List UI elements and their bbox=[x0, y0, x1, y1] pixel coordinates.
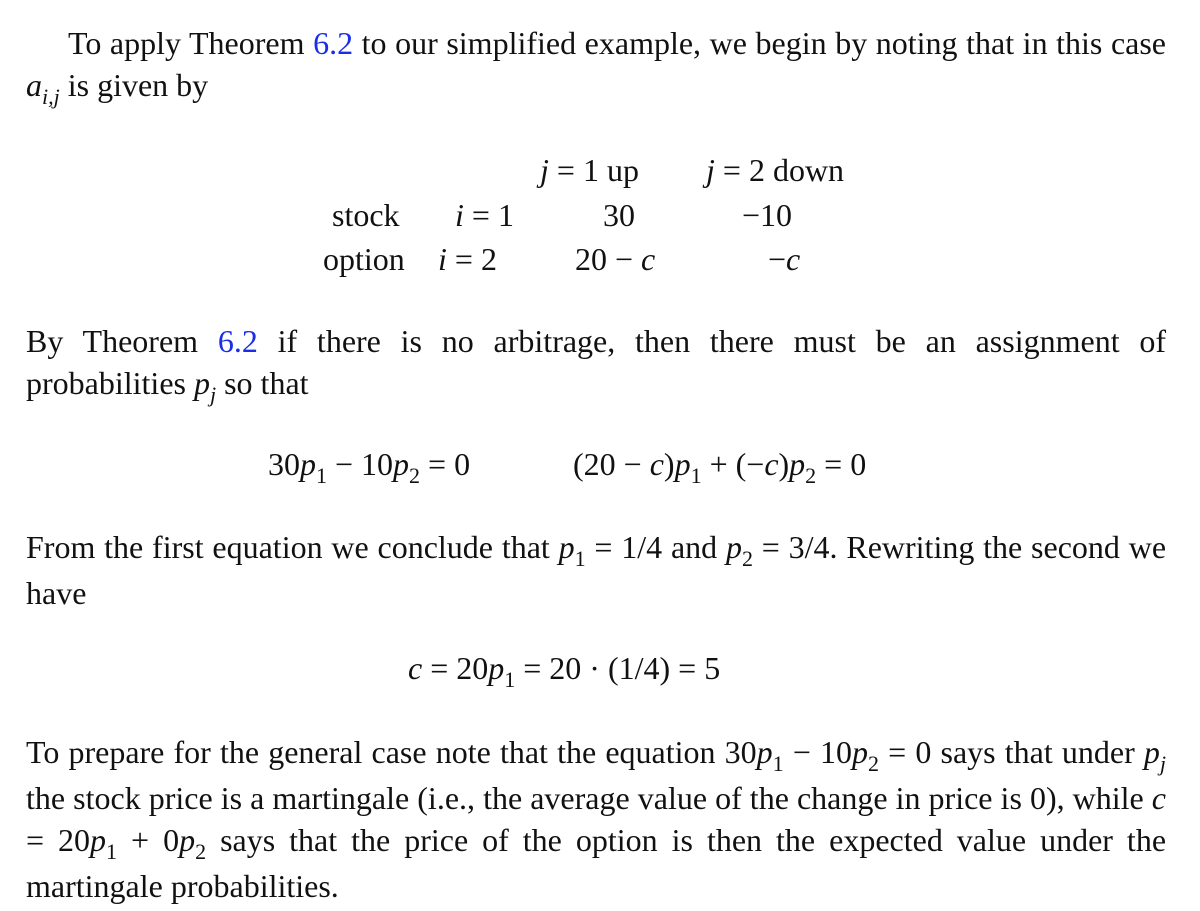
paragraph-theorem bbox=[26, 320, 1166, 408]
text: is given by bbox=[59, 67, 209, 103]
equation-option: $(20 - c)p_1 + (-c)p_2 = 0$ bbox=[573, 446, 867, 488]
math-subscript: i,j bbox=[42, 84, 60, 109]
math-var: p bbox=[726, 529, 742, 565]
math-var: p bbox=[193, 365, 210, 401]
math-var: a bbox=[26, 67, 42, 103]
math-subscript: 1 bbox=[574, 546, 586, 571]
cell-option-up: 20 − c bbox=[575, 241, 656, 277]
paragraph-general-case: To prepare for the general case note that the equation $30p_1 - 10p_2 = 0$ says that under $p_j$ the stock price is a martingale (i.e., the average value of the change in price is 0), while $c = 20p_1 + 0p_2$ says that the price of the option is then the expected value under the martingale probabilities. bbox=[26, 734, 1167, 904]
math-var: p bbox=[558, 529, 575, 565]
text: = 1/4 and bbox=[585, 529, 726, 565]
cell-stock-down: −10 bbox=[742, 197, 793, 233]
text: = 3/4. Rewriting the second we have bbox=[26, 529, 1167, 611]
row-index-option: i = 2 bbox=[438, 241, 497, 277]
cell-stock-up: 30 bbox=[603, 197, 635, 233]
text: To apply Theorem bbox=[68, 25, 314, 61]
paragraph-conclusion bbox=[26, 526, 1166, 614]
equation-price: $c = 20p_1 = 20 \cdot (1/4) = 5$ bbox=[408, 650, 721, 692]
text: By Theorem bbox=[26, 323, 218, 359]
text: to our simplified example, we begin by noting that in this case bbox=[353, 25, 1167, 61]
row-label-option: option bbox=[323, 241, 405, 277]
theorem-link[interactable]: 6.2 bbox=[313, 25, 354, 61]
table-header-up: j = 1 up bbox=[540, 152, 639, 188]
equation-stock: $30p_1 - 10p_2 = 0$ bbox=[268, 446, 471, 488]
text: From the first equation we conclude that bbox=[26, 529, 559, 565]
math-subscript: j bbox=[209, 382, 217, 407]
payoff-table bbox=[0, 0, 1200, 300]
row-label-stock: stock bbox=[332, 197, 400, 233]
row-index-stock: i = 1 bbox=[455, 197, 514, 233]
table-header-down: j = 2 down bbox=[706, 152, 845, 188]
text: if there is no arbitrage, then there must be an assignment of probabilities bbox=[26, 323, 1167, 401]
cell-option-down: −c bbox=[768, 241, 801, 277]
theorem-link[interactable]: 6.2 bbox=[217, 323, 258, 359]
math-subscript: 2 bbox=[742, 546, 753, 571]
text: so that bbox=[216, 365, 309, 401]
